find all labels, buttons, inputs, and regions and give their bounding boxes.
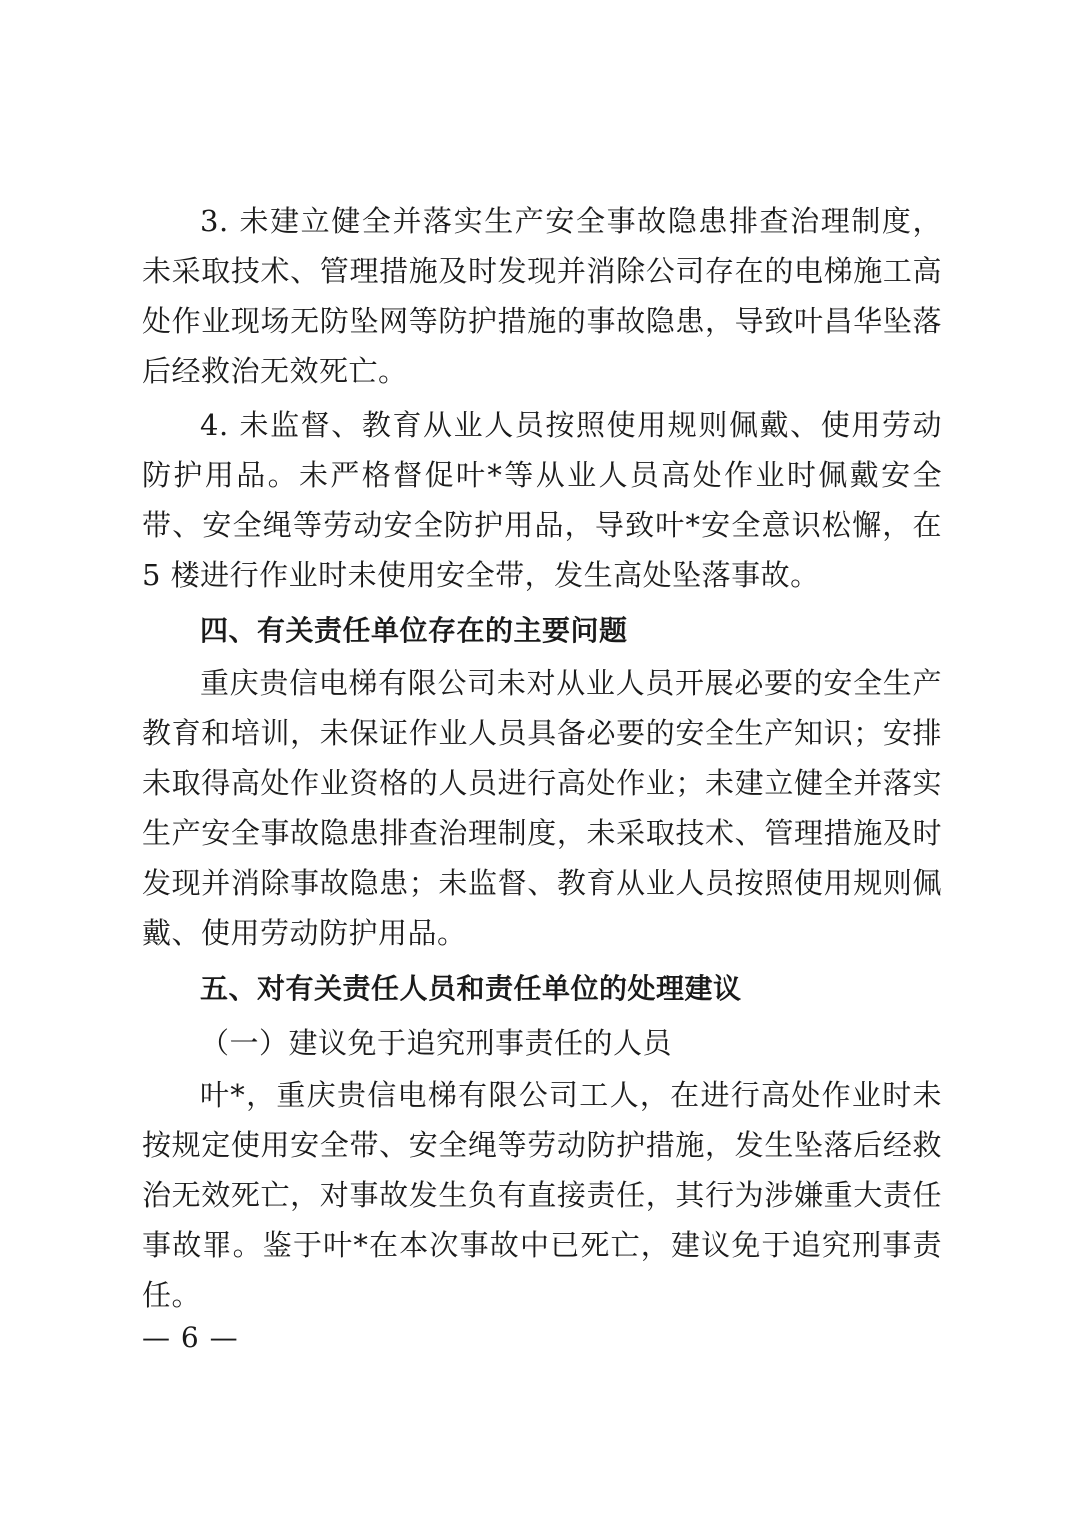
section-4-body: 重庆贵信电梯有限公司未对从业人员开展必要的安全生产教育和培训，未保证作业人员具备必要的安全生产知识；安排未取得高处作业资格的人员进行高处作业；未建立健全并落实生产安全事故隐患排查治理制度，未采取技术、管理措施及时发现并消除事故隐患；未监督、教育从业人员按照使用规则佩戴、使用劳动防护用品。 [142, 666, 942, 950]
document-body [142, 196, 942, 1320]
section-heading-5: 五、对有关责任人员和责任单位的处理建议 [200, 972, 742, 1005]
section-5-subheading-1: （一）建议免于追究刑事责任的人员 [200, 1026, 673, 1060]
paragraph-item-3: 3. 未建立健全并落实生产安全事故隐患排查治理制度，未采取技术、管理措施及时发现并消除公司存在的电梯施工高处作业现场无防坠网等防护措施的事故隐患，导致叶昌华坠落后经救治无效死亡。 [142, 204, 942, 388]
paragraph-item-4: 4. 未监督、教育从业人员按照使用规则佩戴、使用劳动防护用品。未严格督促叶*等从业人员高处作业时佩戴安全带、安全绳等劳动安全防护用品，导致叶*安全意识松懈，在 5 楼进行作业时未使用安全带，发生高处坠落事故。 [142, 408, 942, 592]
section-heading-4: 四、有关责任单位存在的主要问题 [200, 614, 628, 647]
page-number: — 6 — [142, 1321, 239, 1354]
section-5-body: 叶*，重庆贵信电梯有限公司工人，在进行高处作业时未按规定使用安全带、安全绳等劳动防护措施，发生坠落后经救治无效死亡，对事故发生负有直接责任，其行为涉嫌重大责任事故罪。鉴于叶*在本次事故中已死亡，建议免于追究刑事责任。 [142, 1078, 942, 1312]
